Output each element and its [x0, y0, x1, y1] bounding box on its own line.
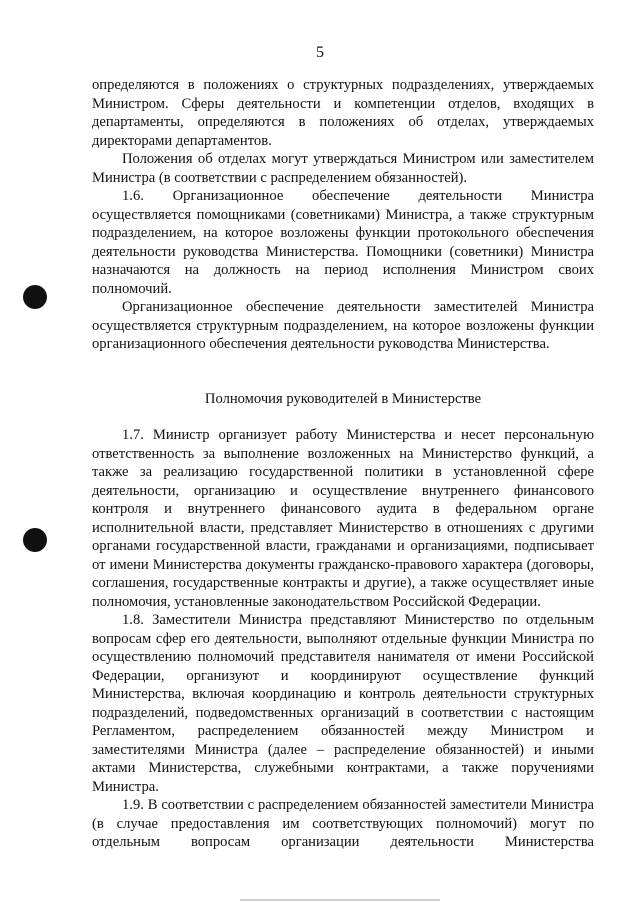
paragraph-1-9: 1.9. В соответствии с распределением обязанностей заместители Министра (в случае предоставления им соответствующих полномочий) могут по отдельным вопросам организации деятельности Министерства [92, 797, 594, 850]
punch-hole-mark [23, 528, 47, 552]
scan-edge-line [240, 899, 440, 901]
section-heading: Полномочия руководителей в Министерстве [204, 390, 482, 407]
paragraph-1-7: 1.7. Министр организует работу Министерства и несет персональную ответственность за выполнение возложенных на Министерство функций, а также за реализацию государственной политики в установленной сфере деятельности, организацию и осуществление внутреннего финансового контроля и внутреннего финансового аудита в федеральном органе исполнительной власти, представляет Министерство в отношениях с другими органами государственной власти, гражданами и организациями, подписывает от имени Министерства документы гражданско-правового характера (договоры, соглашения, государственные контракты и другие), а также осуществляет иные полномочия, установленные законодательством Российской Федерации. [92, 427, 594, 610]
paragraph-deputy-support: Организационное обеспечение деятельности заместителей Министра осуществляется структурным подразделением, на которое возложены функции организационного обеспечения деятельности руководства Министерства. [92, 299, 594, 352]
page-number: 5 [316, 44, 324, 61]
punch-hole-mark [23, 285, 47, 309]
paragraph-departments-continued: определяются в положениях о структурных подразделениях, утверждаемых Министром. Сферы деятельности и компетенции отделов, входящих в департаменты, определяются в положениях об отделах, утверждаемых директорами департаментов. [92, 77, 594, 149]
paragraph-1-8: 1.8. Заместители Министра представляют Министерство по отдельным вопросам сфер его деятельности, выполняют отдельные функции Министра по осуществлению полномочий представителя нанимателя от имени Российской Федерации, организуют и координируют осуществление функций Министерства, включая координацию и контроль деятельности структурных подразделений, подведомственных организаций в соответствии с настоящим Регламентом, распределением обязанностей между Министром и заместителями Министра (далее – распределение обязанностей) и иными актами Министерства, служебными контрактами, а также поручениями Министра. [92, 612, 594, 795]
document-body [92, 76, 594, 852]
paragraph-1-6: 1.6. Организационное обеспечение деятельности Министра осуществляется помощниками (советниками) Министра, а также структурным подразделением, на которое возложены функции протокольного обеспечения деятельности руководства Министерства. Помощники (советники) Министра назначаются на должность на период исполнения Министром своих полномочий. [92, 188, 594, 297]
paragraph-department-regulations: Положения об отделах могут утверждаться Министром или заместителем Министра (в соответствии с распределением обязанностей). [92, 151, 594, 186]
